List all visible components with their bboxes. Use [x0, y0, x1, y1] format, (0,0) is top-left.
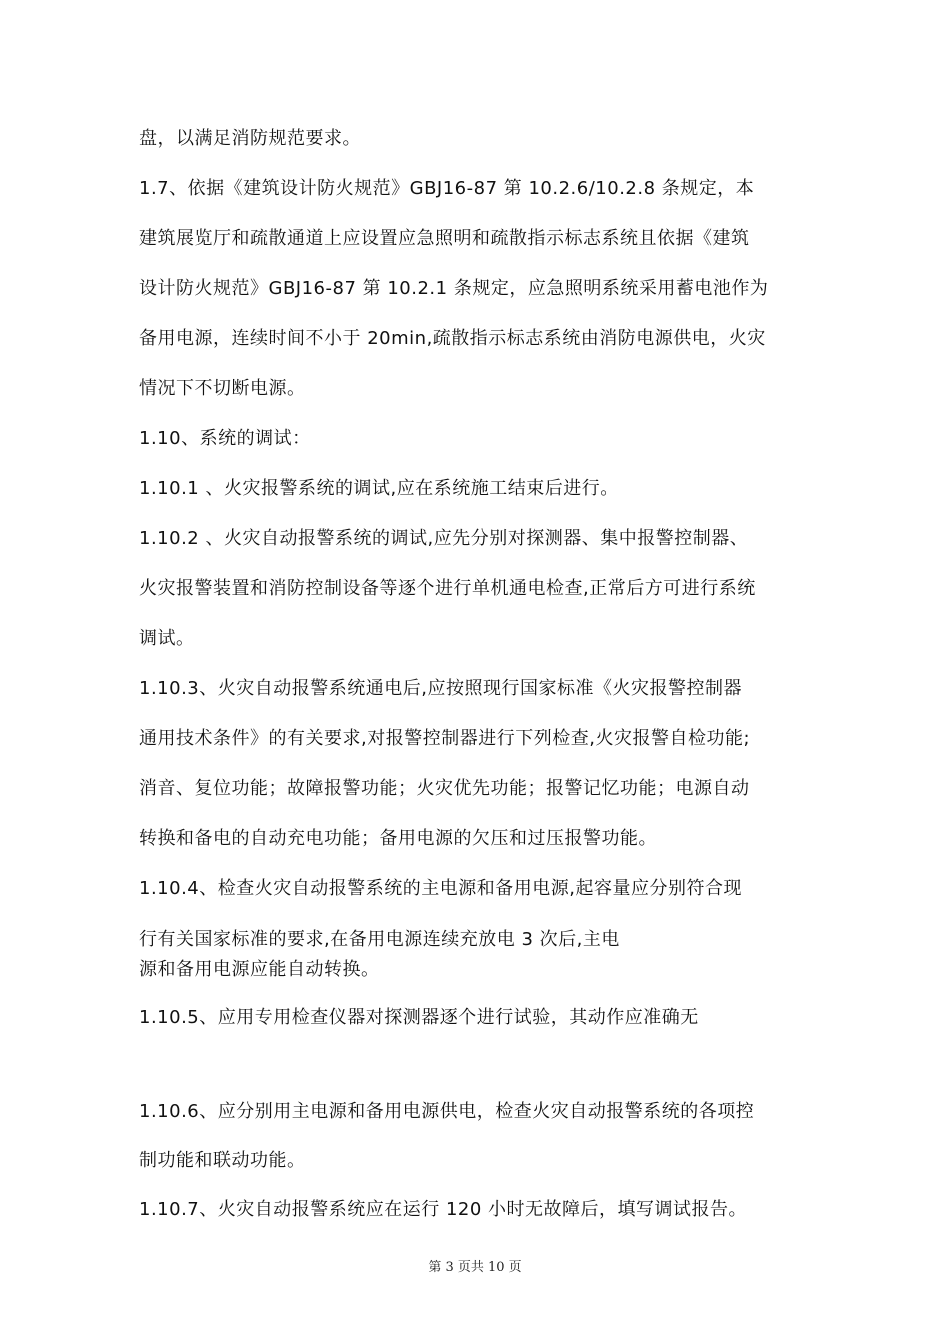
text-line: 1.10.4、检查火灾自动报警系统的主电源和备用电源,起容量应分别符合现: [139, 878, 742, 899]
text-line: 1.10.2 、火灾自动报警系统的调试,应先分别对探测器、集中报警控制器、: [139, 528, 749, 549]
text-line: 调试。: [139, 628, 195, 649]
text-line: 转换和备电的自动充电功能；备用电源的欠压和过压报警功能。: [139, 828, 657, 849]
text-line: 1.10.5、应用专用检查仪器对探测器逐个进行试验，其动作应准确无: [139, 1007, 699, 1028]
text-line: 盘，以满足消防规范要求。: [139, 128, 361, 149]
text-line: 建筑展览厅和疏散通道上应设置应急照明和疏散指示标志系统且依据《建筑: [139, 228, 750, 249]
text-line: 火灾报警装置和消防控制设备等逐个进行单机通电检查,正常后方可进行系统: [139, 578, 756, 599]
text-line: 制功能和联动功能。: [139, 1150, 306, 1171]
text-line: 情况下不切断电源。: [139, 378, 306, 399]
text-line: 设计防火规范》GBJ16-87 第 10.2.1 条规定，应急照明系统采用蓄电池作为: [139, 278, 769, 299]
text-line: 1.10.7、火灾自动报警系统应在运行 120 小时无故障后，填写调试报告。: [139, 1199, 748, 1220]
text-line: 1.10.3、火灾自动报警系统通电后,应按照现行国家标准《火灾报警控制器: [139, 678, 742, 699]
text-line: 1.10、系统的调试：: [139, 428, 311, 449]
text-line: 行有关国家标准的要求,在备用电源连续充放电 3 次后,主电: [139, 929, 620, 950]
text-line: 1.7、依据《建筑设计防火规范》GBJ16-87 第 10.2.6/10.2.8 条规定，本: [139, 178, 755, 199]
text-line: 通用技术条件》的有关要求,对报警控制器进行下列检查,火灾报警自检功能;: [139, 728, 751, 749]
text-line: 1.10.6、应分别用主电源和备用电源供电，检查火灾自动报警系统的各项控: [139, 1101, 755, 1122]
text-line: 消音、复位功能；故障报警功能；火灾优先功能；报警记忆功能；电源自动: [139, 778, 750, 799]
text-line: 备用电源，连续时间不小于 20min,疏散指示标志系统由消防电源供电，火灾: [139, 328, 766, 349]
page-number-footer: 第 3 页共 10 页: [428, 1260, 522, 1275]
text-line: 源和备用电源应能自动转换。: [139, 959, 380, 980]
text-line: 1.10.1 、火灾报警系统的调试,应在系统施工结束后进行。: [139, 478, 619, 499]
